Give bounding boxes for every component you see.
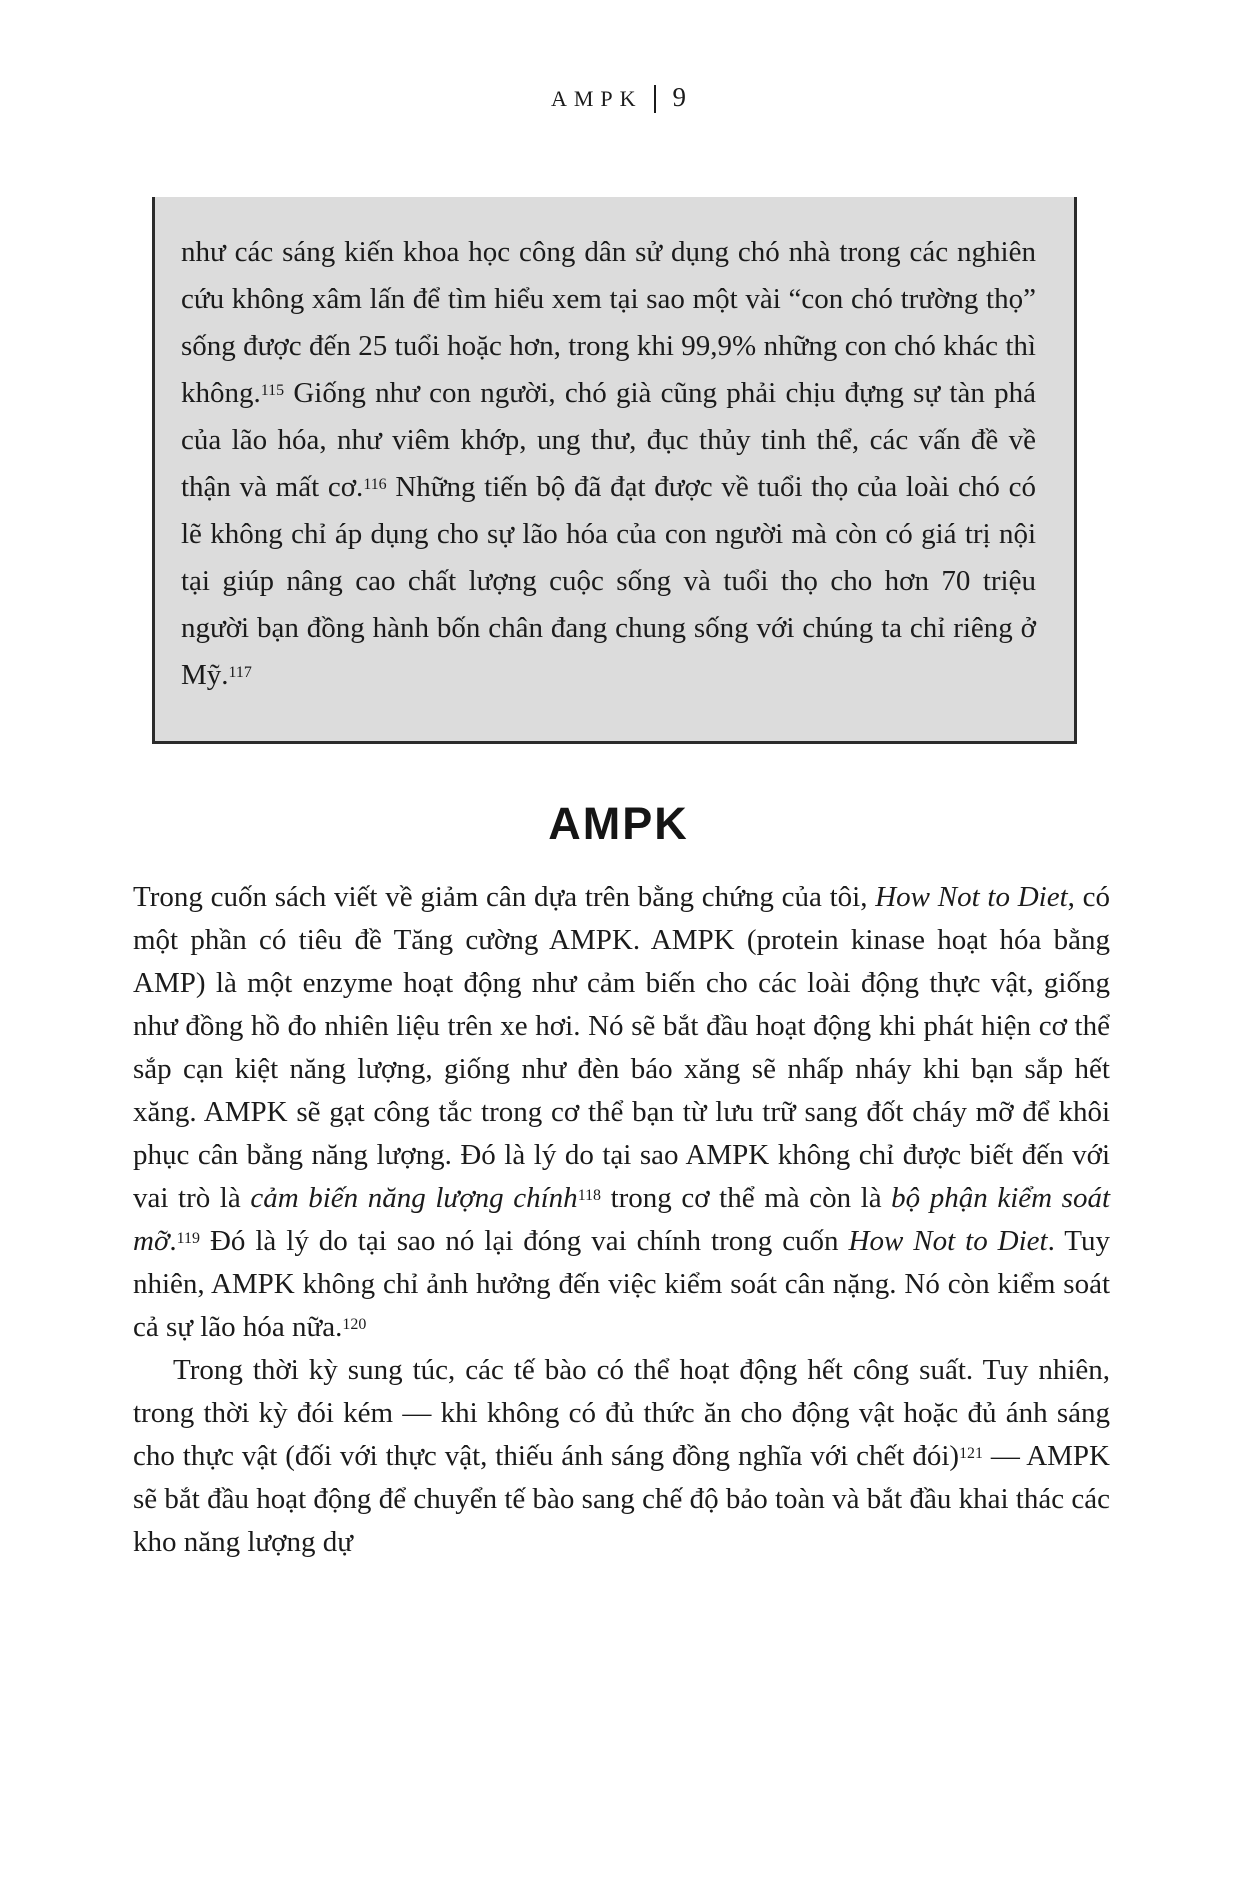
- paragraph-2: Trong thời kỳ sung túc, các tế bào có thể hoạt động hết công suất. Tuy nhiên, trong thời kỳ đói kém — khi không có đủ thức ăn cho động vật hoặc đủ ánh sáng cho thực vật (đối với thực vật, thiếu ánh sáng đồng nghĩa với chết đói)$^{121}$ — AMPK sẽ bắt đầu hoạt động để chuyển tế bào sang chế độ bảo toàn và bắt đầu khai thác các kho năng lượng dự: [133, 1354, 1111, 1558]
- page-number: 9: [672, 82, 687, 112]
- section-heading: AMPK: [548, 798, 689, 849]
- quote-box: [152, 197, 1077, 744]
- quote-box-text: như các sáng kiến khoa học công dân sử dụng chó nhà trong các nghiên cứu không xâm lấn để tìm hiểu xem tại sao một vài “con chó trường thọ” sống được đến 25 tuổi hoặc hơn, trong khi 99,9% những con chó khác thì không.$^{115}$ Giống như con người, chó già cũng phải chịu đựng sự tàn phá của lão hóa, như viêm khớp, ung thư, đục thủy tinh thể, các vấn đề về thận và mất cơ.$^{116}$ Những tiến bộ đã đạt được về tuổi thọ của loài chó có lẽ không chỉ áp dụng cho sự lão hóa của con người mà còn có giá trị nội tại giúp nâng cao chất lượng cuộc sống và tuổi thọ cho hơn 70 triệu người bạn đồng hành bốn chân đang chung sống với chúng ta chỉ riêng ở Mỹ.$^{117}$: [181, 236, 1036, 691]
- running-head: [0, 0, 1237, 113]
- body-text: [133, 876, 1110, 1564]
- running-head-separator: [654, 85, 656, 113]
- paragraph-1: Trong cuốn sách viết về giảm cân dựa trên bằng chứng của tôi, How Not to Diet, có một phần có tiêu đề Tăng cường AMPK. AMPK (protein kinase hoạt hóa bằng AMP) là một enzyme hoạt động như cảm biến cho các loài động thực vật, giống như đồng hồ đo nhiên liệu trên xe hơi. Nó sẽ bắt đầu hoạt động khi phát hiện cơ thể sắp cạn kiệt năng lượng, giống như đèn báo xăng sẽ nhấp nháy khi bạn sắp hết xăng. AMPK sẽ gạt công tắc trong cơ thể bạn từ lưu trữ sang đốt cháy mỡ để khôi phục cân bằng năng lượng. Đó là lý do tại sao AMPK không chỉ được biết đến với vai trò là cảm biến năng lượng chính$^{118}$ trong cơ thể mà còn là bộ phận kiểm soát mỡ.$^{119}$ Đó là lý do tại sao nó lại đóng vai chính trong cuốn How Not to Diet. Tuy nhiên, AMPK không chỉ ảnh hưởng đến việc kiểm soát cân nặng. Nó còn kiểm soát cả sự lão hóa nữa.$^{120}$: [133, 881, 1111, 1343]
- running-head-title: AMPK: [550, 86, 643, 111]
